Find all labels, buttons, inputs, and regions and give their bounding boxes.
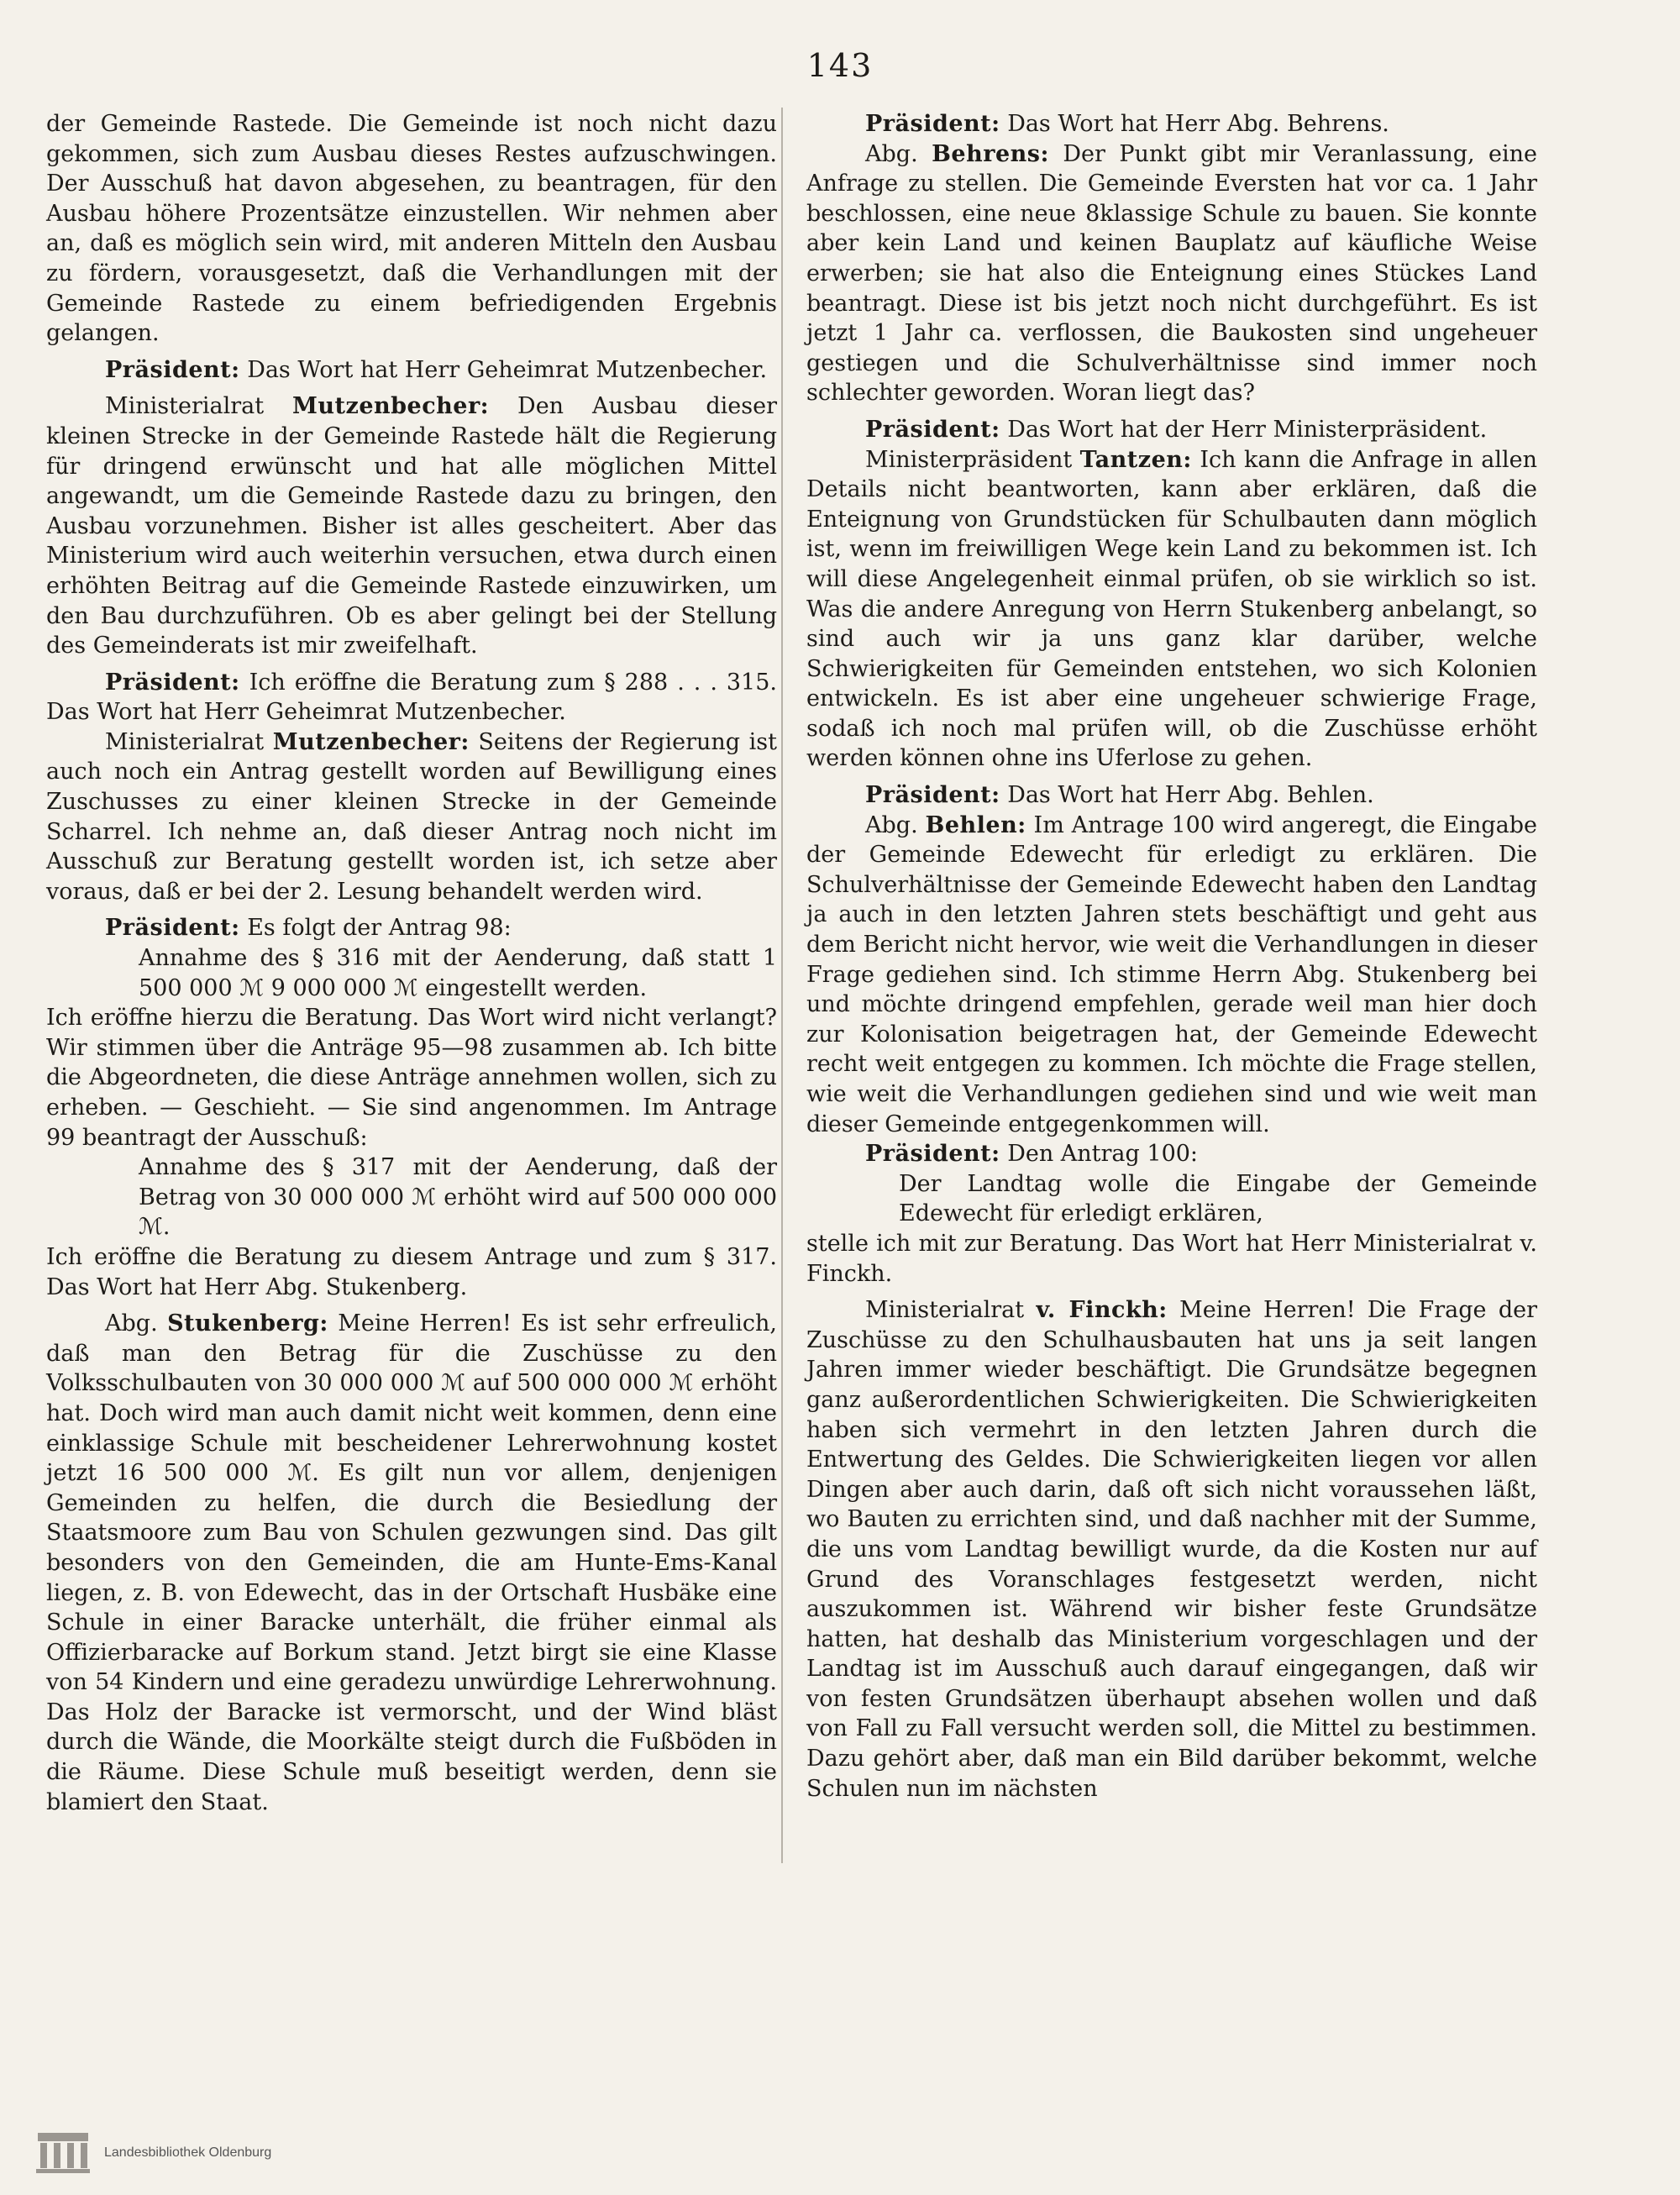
speaker-label: Mutzenbecher: (292, 393, 490, 420)
paragraph-text: Ich eröffne die Beratung zum § 288 . . . 315. Das Wort hat Herr Geheimrat Mutzenbecher. (46, 669, 777, 726)
speaker-label: Stukenberg: (167, 1310, 328, 1337)
paragraph-text: Das Wort hat Herr Abg. Behlen. (1000, 782, 1374, 809)
right-paragraph-6 (806, 811, 1537, 1140)
speaker-role: Ministerpräsident (865, 446, 1080, 473)
speaker-role: Ministerialrat (865, 1297, 1037, 1324)
paragraph-text: Das Wort hat Herr Abg. Behrens. (1000, 111, 1389, 137)
paragraph-text: Den Antrag 100: (1000, 1141, 1199, 1168)
paragraph-text: Meine Herren! Die Frage der Zuschüsse zu den Schulhausbauten hat uns ja seit langen Jahren immer wieder beschäftigt. Die Grundsätze begegnen ganz außerordentlichen Schwierigkeiten. Die Schwierigkeiten haben sich vermehrt in den letzten Jahren durch die Entwertung des Geldes. Die Schwierigkeiten liegen vor allen Dingen aber auch darin, daß oft sich nicht voraussehen läßt, wo Bauten zu errichten sind, und daß nachher mit der Summe, die uns vom Landtag bewilligt wurde, da die Kosten nur auf Grund des Voranschlages festgesetzt werden, nicht auszukommen ist. Während wir bisher feste Grundsätze hatten, hat deshalb das Ministerium vorgeschlagen und der Landtag ist im Ausschuß auch darauf eingegangen, daß wir von festen Grundsätzen überhaupt absehen wollen und daß von Fall zu Fall versucht werden soll, die Mittel zu bestimmen. Dazu gehört aber, daß man ein Bild darüber bekommt, welche Schulen nun im nächsten (806, 1297, 1538, 1802)
speaker-label: Behlen: (925, 811, 1026, 838)
column-divider (781, 108, 783, 1863)
paragraph-text: Das Wort hat Herr Geheimrat Mutzenbecher. (239, 356, 768, 383)
left-quote-1: Annahme des § 316 mit der Aenderung, daß statt 1 500 000 ℳ 9 000 000 ℳ eingestellt werden. (139, 945, 777, 1001)
speaker-role: Ministerialrat (105, 393, 293, 420)
library-building-icon (34, 2133, 92, 2173)
speaker-label: Mutzenbecher: (272, 728, 470, 755)
right-paragraph-8: stelle ich mit zur Beratung. Das Wort hat Herr Ministerialrat v. Finckh. (806, 1230, 1537, 1287)
left-column (46, 109, 777, 1817)
left-paragraph-6 (46, 913, 777, 943)
right-paragraph-2 (806, 139, 1537, 408)
right-paragraph-7 (806, 1139, 1537, 1169)
left-paragraph-8: Ich eröffne die Beratung zu diesem Antrage und zum § 317. Das Wort hat Herr Abg. Stukenberg. (46, 1243, 777, 1300)
paragraph-text: Im Antrage 100 wird angeregt, die Eingabe der Gemeinde Edewecht für erledigt zu erklären. Die Schulverhältnisse der Gemeinde Edewecht haben den Landtag ja auch in den letzten Jahren stets beschäftigt und geht aus dem Bericht nicht hervor, wie weit die Verhandlungen in dieser Frage gediehen sind. Ich stimme Herrn Abg. Stukenberg bei und möchte dringend empfehlen, gerade weil man hier doch zur Kolonisation beigetragen hat, der Gemeinde Edewecht recht weit entgegen zu kommen. Ich möchte die Frage stellen, wie weit die Verhandlungen gediehen sind und wie weit man dieser Gemeinde entgegenkommen will. (806, 811, 1537, 1137)
speaker-label: Präsident: (105, 356, 240, 383)
speaker-label: Präsident: (105, 915, 240, 942)
left-paragraph-2 (46, 355, 777, 386)
speaker-label: Präsident: (865, 782, 1000, 809)
paragraph-text: Ich kann die Anfrage in allen Details nicht beantworten, kann aber erklären, daß die Enteignung von Grundstücken für Schulbauten dann möglich ist, wenn im freiwilligen Wege kein Land zu bekommen ist. Ich will diese Angelegenheit einmal prüfen, ob sie wirklich so ist. Was die andere Anregung von Herrn Stukenberg anbelangt, so sind auch wir ja uns ganz klar darüber, welche Schwierigkeiten für Gemeinden entstehen, wo sich Kolonien entwickeln. Es ist aber eine ungeheuer schwierige Frage, sodaß ich noch mal prüfen will, ob die Zuschüsse erhöht werden können ohne ins Uferlose zu gehen. (806, 446, 1537, 772)
page-number: 143 (806, 47, 874, 84)
speaker-label: Präsident: (865, 416, 1000, 443)
left-paragraph-5 (46, 727, 777, 907)
left-paragraph-1: der Gemeinde Rastede. Die Gemeinde ist noch nicht dazu gekommen, sich zum Ausbau dieses Restes aufzuschwingen. Der Ausschuß hat davon abgesehen, zu beantragen, für den Ausbau höhere Prozentsätze einzustellen. Wir nehmen aber an, daß es möglich sein wird, mit anderen Mitteln den Ausbau zu fördern, vorausgesetzt, daß die Verhandlungen mit der Gemeinde Rastede zu einem befriedigenden Ergebnis gelangen. (46, 111, 777, 347)
speaker-role: Abg. (865, 811, 926, 838)
speaker-label: Präsident: (865, 1141, 1000, 1168)
right-quote-1: Der Landtag wolle die Eingabe der Gemeinde Edewecht für erledigt erklären, (899, 1170, 1537, 1227)
left-paragraph-9 (46, 1309, 777, 1817)
speaker-role: Abg. (865, 140, 932, 167)
right-paragraph-3 (806, 415, 1537, 445)
paragraph-text: Seitens der Regierung ist auch noch ein Antrag gestellt worden auf Bewilligung eines Zuschusses zu einer kleinen Strecke in der Gemeinde Scharrel. Ich nehme an, daß dieser Antrag noch nicht im Ausschuß zur Beratung gestellt worden ist, ich setze aber voraus, daß er bei der 2. Lesung behandelt werden wird. (46, 728, 778, 905)
speaker-label: Präsident: (105, 669, 240, 696)
speaker-role: Abg. (105, 1310, 168, 1337)
right-paragraph-1 (806, 109, 1537, 139)
left-quote-2: Annahme des § 317 mit der Aenderung, daß der Betrag von 30 000 000 ℳ erhöht wird auf 500 000 000 ℳ. (139, 1154, 777, 1241)
paragraph-text: Das Wort hat der Herr Ministerpräsident. (1000, 416, 1488, 443)
left-paragraph-4 (46, 668, 777, 727)
right-paragraph-4 (806, 445, 1537, 775)
speaker-label: v. Finckh: (1036, 1297, 1168, 1324)
paragraph-text: Es folgt der Antrag 98: (239, 915, 512, 942)
paragraph-text: Meine Herren! Es ist sehr erfreulich, daß man den Betrag für die Zuschüsse zu den Volksschulbauten von 30 000 000 ℳ auf 500 000 000 ℳ erhöht hat. Doch wird man auch damit nicht weit kommen, denn eine einklassige Schule mit bescheidener Lehrerwohnung kostet jetzt 16 500 000 ℳ. Es gilt nun vor allem, denjenigen Gemeinden zu helfen, die durch die Besiedlung der Staatsmoore zum Bau von Schulen gezwungen sind. Das gilt besonders von den Gemeinden, die am Hunte-Ems-Kanal liegen, z. B. von Edewecht, das in der Ortschaft Husbäke eine Schule in einer Baracke unterhält, die früher einmal als Offizierbaracke auf Borkum stand. Jetzt birgt sie eine Klasse von 54 Kindern und eine geradezu unwürdige Lehrerwohnung. Das Holz der Baracke ist vermorscht, und der Wind bläst durch die Wände, die Moorkälte steigt durch die Fußböden in die Räume. Diese Schule muß beseitigt werden, denn sie blamiert den Staat. (46, 1310, 777, 1815)
left-paragraph-7: Ich eröffne hierzu die Beratung. Das Wort wird nicht verlangt? Wir stimmen über die Anträge 95—98 zusammen ab. Ich bitte die Abgeordneten, die diese Anträge annehmen wollen, sich zu erheben. — Geschieht. — Sie sind angenommen. Im Antrage 99 beantragt der Ausschuß: (46, 1005, 777, 1151)
library-footer (34, 2128, 271, 2178)
left-paragraph-3 (46, 391, 777, 660)
speaker-label: Behrens: (932, 140, 1049, 167)
speaker-label: Tantzen: (1079, 446, 1192, 473)
right-paragraph-9 (806, 1295, 1537, 1804)
paragraph-text: Den Ausbau dieser kleinen Strecke in der Gemeinde Rastede hält die Regierung für dringend erwünscht und hat alle möglichen Mittel angewandt, um die Gemeinde Rastede dazu zu bringen, den Ausbau vorzunehmen. Bisher ist alles gescheitert. Aber das Ministerium wird auch weiterhin versuchen, etwa durch einen erhöhten Beitrag auf die Gemeinde Rastede einzuwirken, um den Bau durchzuführen. Ob es aber gelingt bei der Stellung des Gemeinderats ist mir zweifelhaft. (46, 393, 777, 659)
paragraph-text: Der Punkt gibt mir Veranlassung, eine Anfrage zu stellen. Die Gemeinde Eversten hat vor ca. 1 Jahr beschlossen, eine neue 8klassige Schule zu bauen. Sie konnte aber kein Land und keinen Bauplatz auf käufliche Weise erwerben; sie hat also die Enteignung eines Stückes Land beantragt. Diese ist bis jetzt noch nicht durchgeführt. Es ist jetzt 1 Jahr ca. verflossen, die Baukosten sind ungeheuer gestiegen und die Schulverhältnisse sind immer noch schlechter geworden. Woran liegt das? (806, 140, 1538, 407)
right-column (806, 109, 1537, 1804)
library-name: Landesbibliothek Oldenburg (104, 2145, 272, 2160)
right-paragraph-5 (806, 780, 1537, 811)
speaker-label: Präsident: (865, 111, 1000, 137)
speaker-role: Ministerialrat (105, 728, 273, 755)
